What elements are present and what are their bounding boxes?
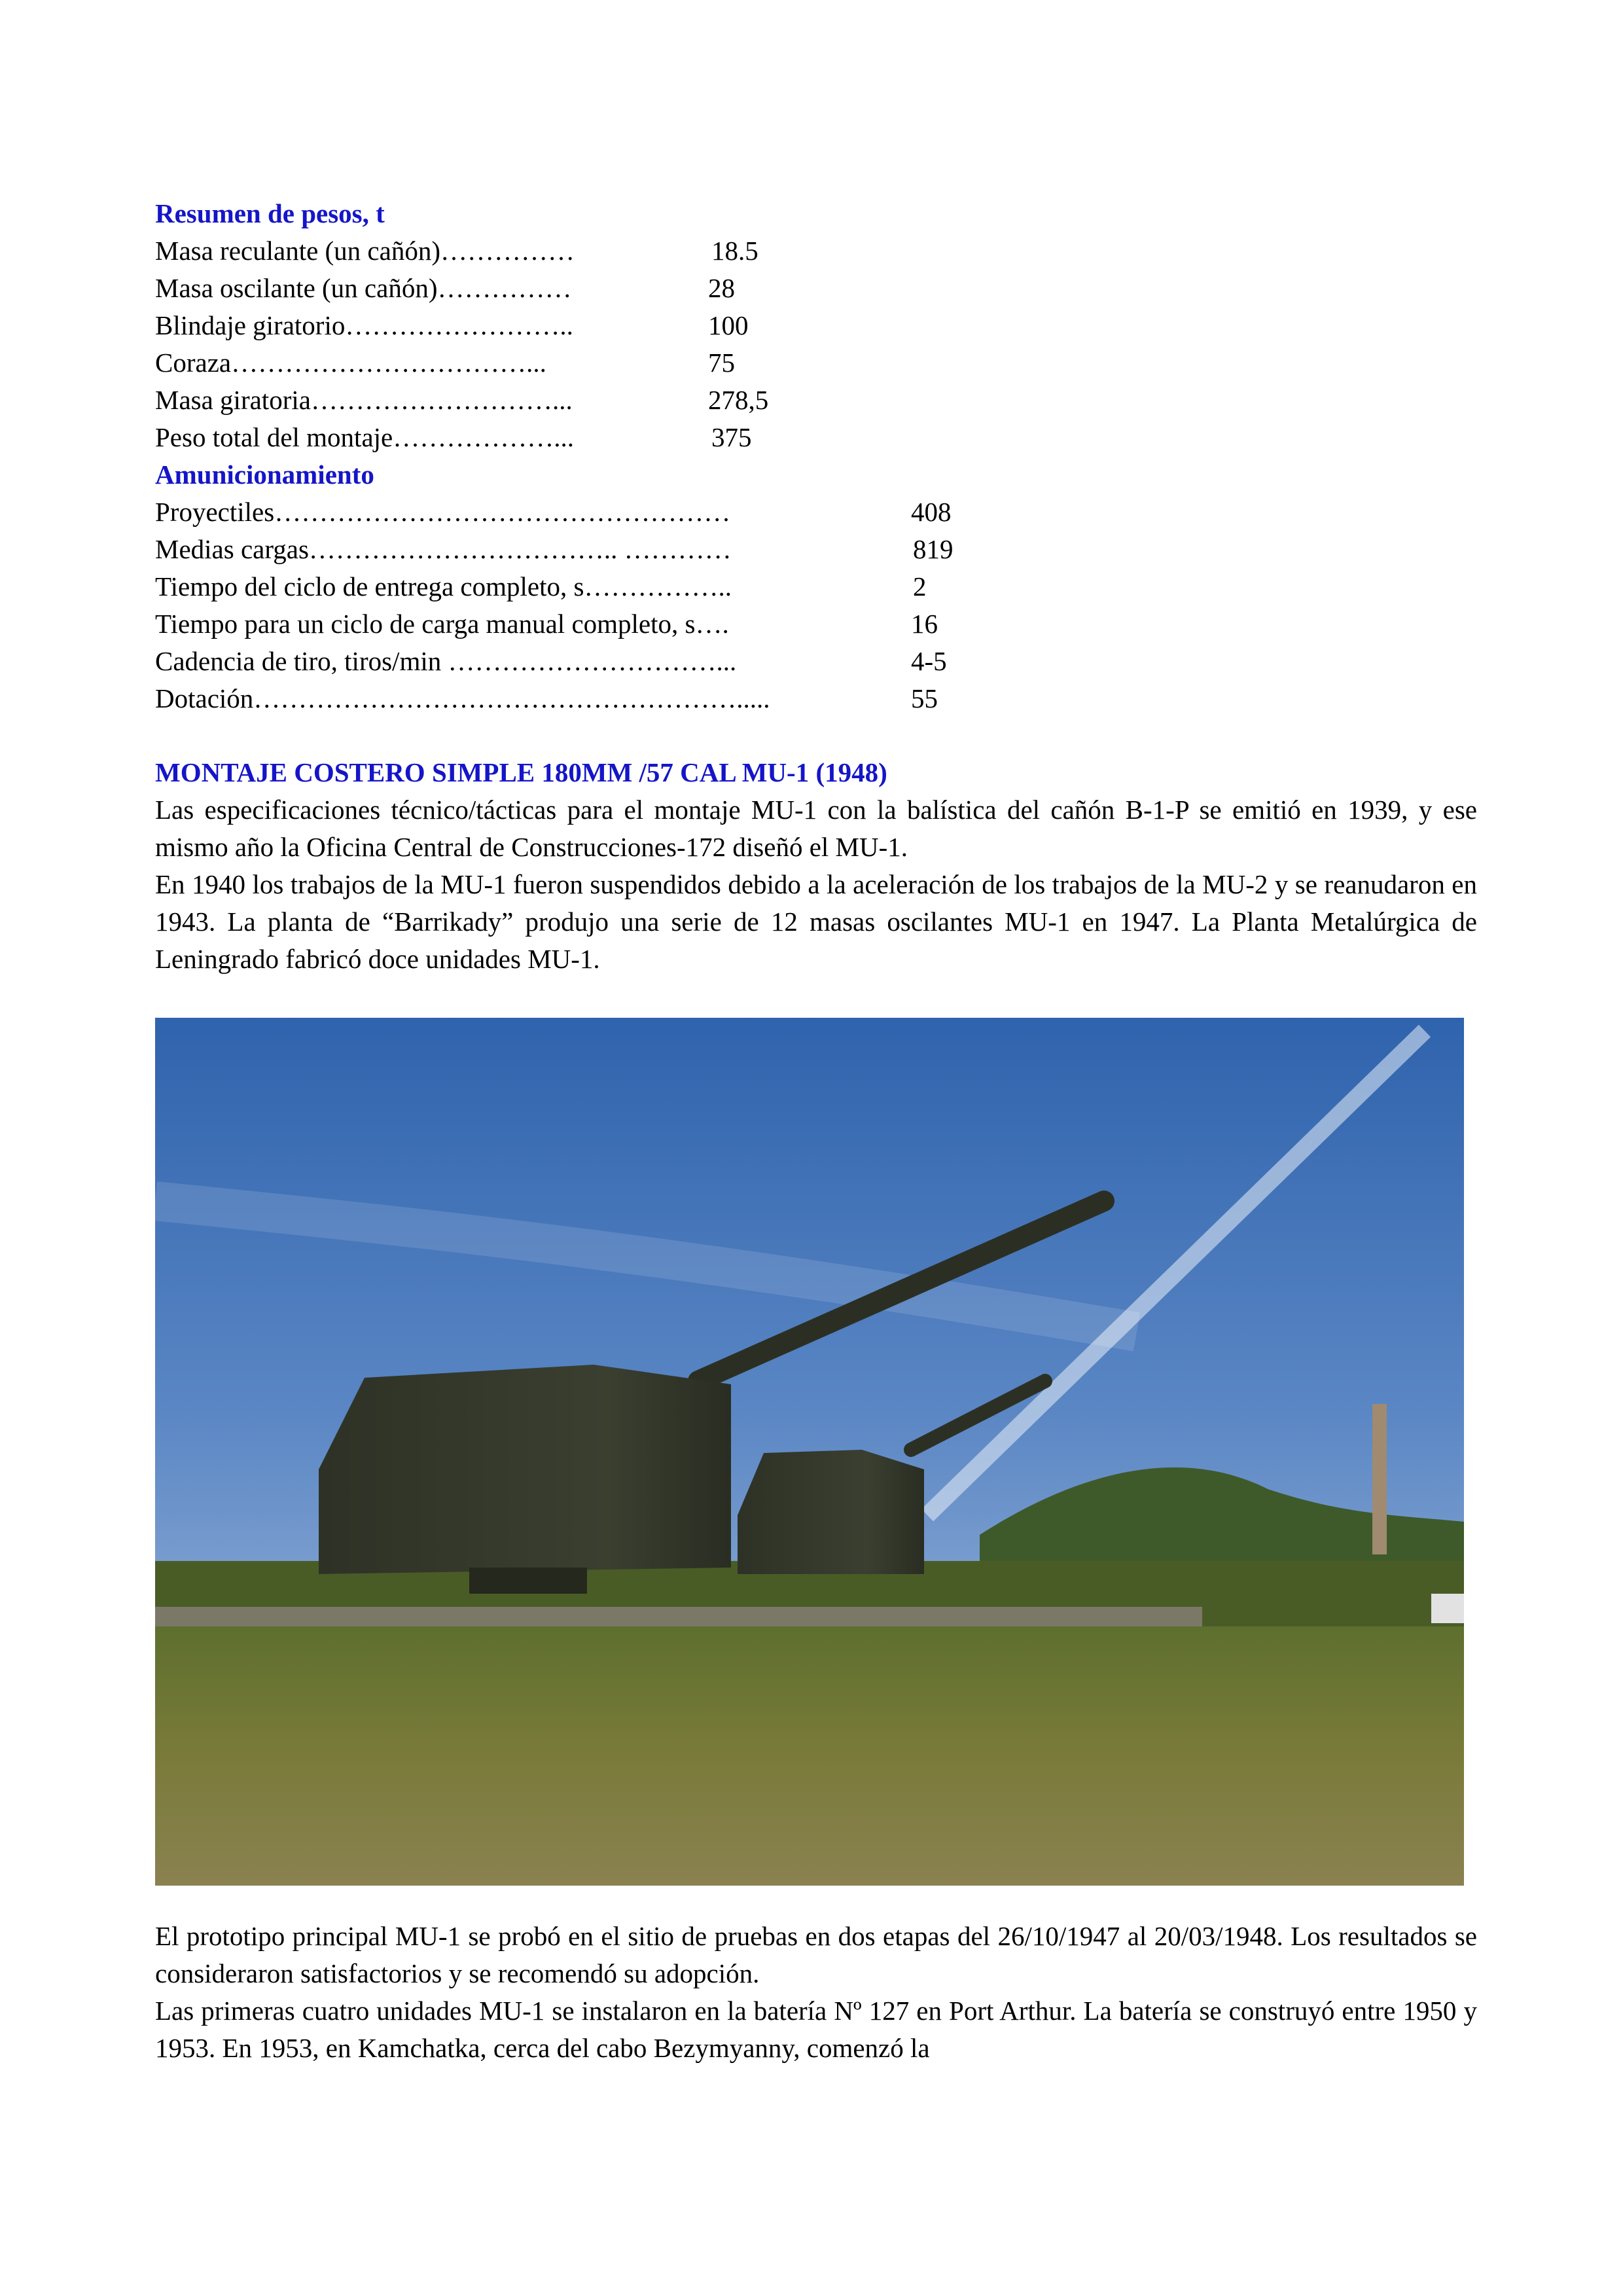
row-leader-dots: …………… bbox=[437, 273, 572, 303]
weights-row bbox=[155, 344, 1477, 382]
grass-field bbox=[155, 1626, 1464, 1886]
row-value: 16 bbox=[911, 609, 938, 639]
weights-row bbox=[155, 270, 1477, 307]
row-value: 55 bbox=[911, 683, 938, 713]
row-label: Proyectiles bbox=[155, 497, 275, 527]
ammo-row bbox=[155, 531, 1477, 568]
row-leader-dots: …………… bbox=[440, 236, 575, 266]
weights-heading: Resumen de pesos, t bbox=[155, 198, 385, 228]
row-value: 28 bbox=[708, 273, 735, 303]
row-value: 4-5 bbox=[911, 646, 947, 676]
vehicle bbox=[1431, 1594, 1464, 1623]
row-leader-dots: …. bbox=[695, 609, 729, 639]
ammo-row bbox=[155, 493, 1477, 531]
row-value: 75 bbox=[708, 348, 735, 378]
row-value: 408 bbox=[911, 497, 952, 527]
row-value: 278,5 bbox=[708, 385, 769, 415]
row-label: Masa giratoria bbox=[155, 385, 311, 415]
row-label: Cadencia de tiro, tiros/min bbox=[155, 646, 442, 676]
weights-section bbox=[155, 195, 1477, 717]
row-label: Dotación bbox=[155, 683, 254, 713]
photo-coastal-gun-turrets-icon bbox=[155, 1018, 1464, 1886]
row-leader-dots: …………………………….. ………… bbox=[308, 534, 732, 564]
ammo-row bbox=[155, 568, 1477, 605]
row-leader-dots: …………….. bbox=[584, 571, 732, 601]
row-leader-dots: ……………………………... bbox=[231, 348, 546, 378]
ammo-row bbox=[155, 680, 1477, 717]
ammo-heading: Amunicionamiento bbox=[155, 459, 374, 490]
weights-row bbox=[155, 307, 1477, 344]
row-label: Tiempo para un ciclo de carga manual completo, s bbox=[155, 609, 696, 639]
weights-row bbox=[155, 232, 1477, 270]
ammo-row bbox=[155, 605, 1477, 643]
row-leader-dots: ………………………... bbox=[310, 385, 573, 415]
section-heading: MONTAJE COSTERO SIMPLE 180MM /57 CAL MU-1 (1948) bbox=[155, 757, 887, 787]
after-section bbox=[155, 1918, 1477, 2067]
ammo-list bbox=[155, 493, 1477, 717]
row-leader-dots: …………………………………………… bbox=[274, 497, 731, 527]
row-label: Masa oscilante (un cañón) bbox=[155, 273, 438, 303]
paragraph: En 1940 los trabajos de la MU-1 fueron suspendidos debido a la aceleración de los trabajos de la MU-2 y se reanudaron en 1943. La planta de “Barrikady” produjo una serie de 12 masas oscilantes MU-1 en 1947. La Planta Metalúrgica de Leningrado fabricó doce unidades MU-1. bbox=[155, 869, 1477, 974]
row-value: 375 bbox=[711, 422, 752, 452]
ammo-row bbox=[155, 643, 1477, 680]
coastal-gun-photo bbox=[155, 1018, 1464, 1886]
row-leader-dots: ………………………………………………..... bbox=[253, 683, 770, 713]
row-label: Tiempo del ciclo de entrega completo, s bbox=[155, 571, 584, 601]
paragraph: Las especificaciones técnico/tácticas para el montaje MU-1 con la balística del cañón B-1-P se emitió en 1939, y ese mismo año la Oficina Central de Construcciones-172 diseñó el MU-1. bbox=[155, 795, 1477, 862]
row-value: 18.5 bbox=[711, 236, 758, 266]
row-leader-dots: …………………………... bbox=[441, 646, 737, 676]
paragraph: El prototipo principal MU-1 se probó en el sitio de pruebas en dos etapas del 26/10/1947 al 20/03/1948. Los resultados se consideraron satisfactorios y se recomendó su adopción. bbox=[155, 1921, 1477, 1988]
chimney bbox=[1372, 1404, 1387, 1554]
row-label: Coraza bbox=[155, 348, 232, 378]
row-leader-dots: …………………….. bbox=[345, 310, 573, 340]
mu1-section bbox=[155, 754, 1477, 978]
large-turret bbox=[319, 1365, 731, 1574]
row-label: Masa reculante (un cañón) bbox=[155, 236, 440, 266]
row-label: Medias cargas bbox=[155, 534, 309, 564]
weights-row bbox=[155, 382, 1477, 419]
row-value: 100 bbox=[708, 310, 749, 340]
weights-list bbox=[155, 232, 1477, 456]
row-value: 2 bbox=[913, 571, 927, 601]
row-value: 819 bbox=[913, 534, 954, 564]
row-label: Blindaje giratorio bbox=[155, 310, 346, 340]
paragraph: Las primeras cuatro unidades MU-1 se instalaron en la batería Nº 127 en Port Arthur. La batería se construyó entre 1950 y 1953. En 1953, en Kamchatka, cerca del cabo Bezymyanny, comenzó la bbox=[155, 1996, 1477, 2063]
turret-base bbox=[469, 1568, 587, 1594]
weights-row bbox=[155, 419, 1477, 456]
small-turret bbox=[738, 1450, 924, 1574]
row-label: Peso total del montaje bbox=[155, 422, 393, 452]
row-leader-dots: ………………... bbox=[393, 422, 574, 452]
